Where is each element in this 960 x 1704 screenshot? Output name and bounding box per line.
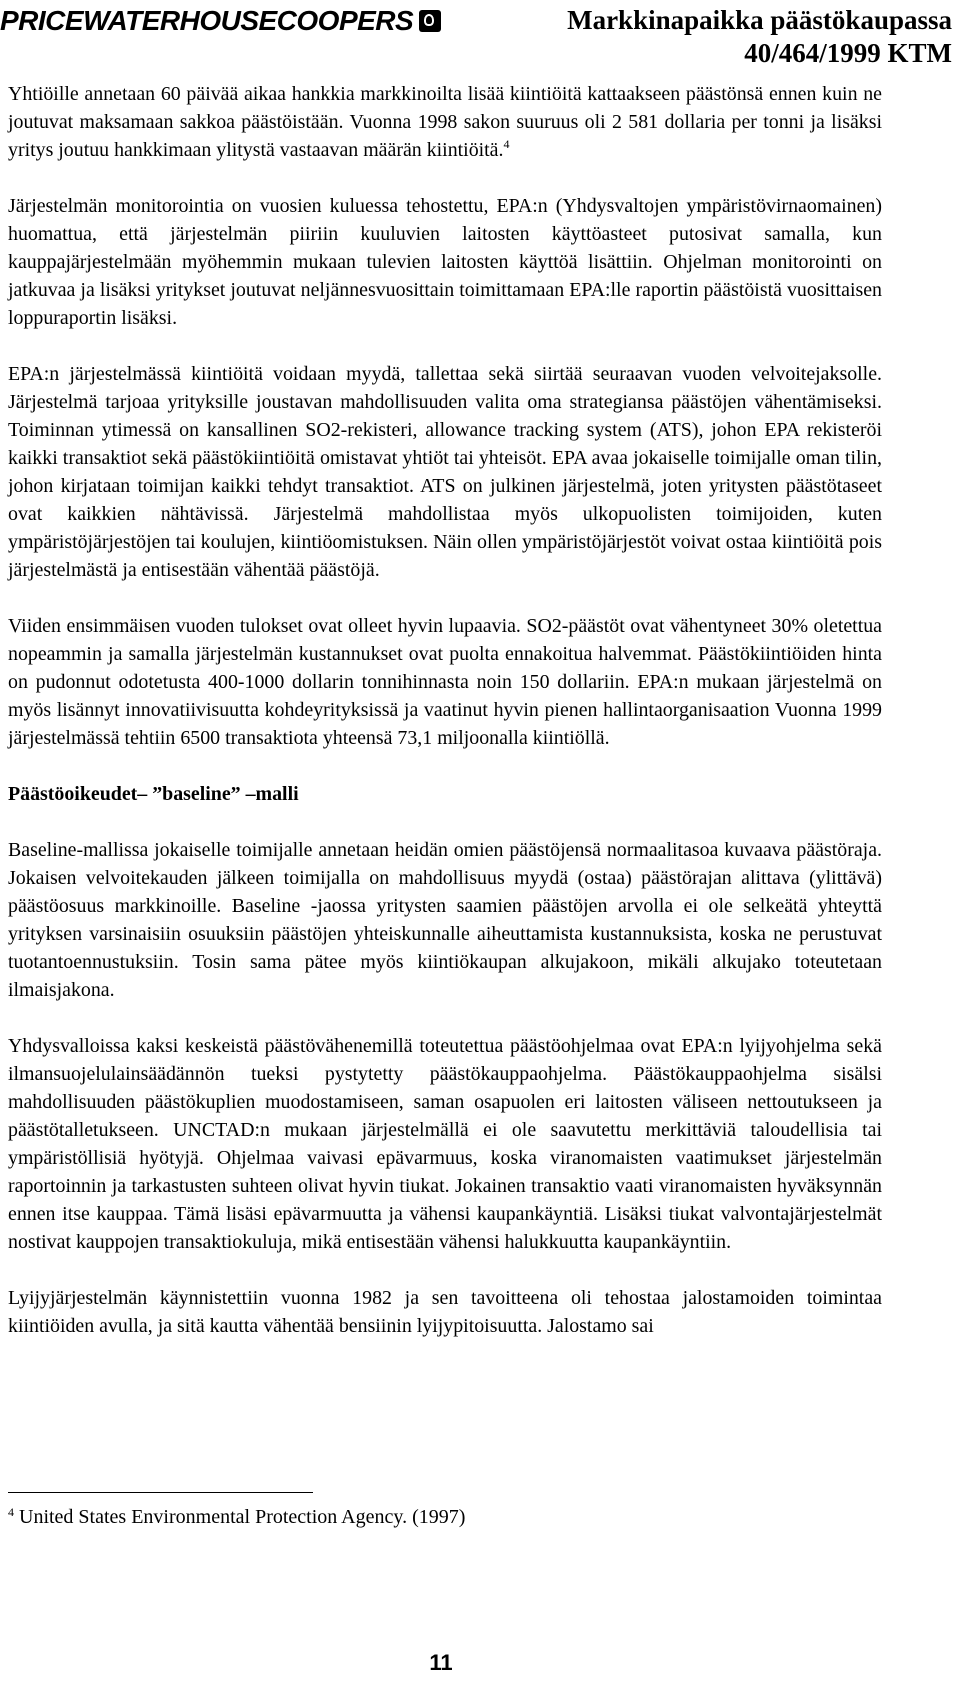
paragraph-7: Lyijyjärjestelmän käynnistettiin vuonna 1982 ja sen tavoitteena oli tehostaa jalostamoiden toimintaa kiintiöiden avulla, ja sitä kautta vähentää bensiinin lyijypitoisuutta. Jalostamo sai — [8, 1287, 882, 1337]
footnote-text: United States Environmental Protection Agency. (1997) — [19, 1506, 466, 1528]
company-logo — [0, 4, 441, 38]
page-number: 11 — [429, 1650, 453, 1675]
logo-seal-icon — [419, 10, 441, 32]
paragraph-5: Baseline-mallissa jokaiselle toimijalle annetaan heidän omien päästöjensä normaalitasoa kuvaava päästöraja. Jokaisen velvoitekauden jälkeen toimijalla on mahdollisuus myydä (ostaa) päästörajan alittava (ylittävä) päästöosuus markkinoille. Baseline -jaossa yritysten saamien päästöjen arvolla ei ole selkeätä yhteyttä yrityksen varsinaisiin osuuksiin päästöjen yhteiskunnalle aiheuttamista kustannuksista, koska ne perustuvat tuotantoennustuksiin. Tosin sama pätee myös kiintiökaupan alkujakoon, mikäli alkujako toteutetaan ilmaisjakona. — [8, 839, 882, 1001]
paragraph-4: Viiden ensimmäisen vuoden tulokset ovat olleet hyvin lupaavia. SO2-päästöt ovat vähentyneet 30% oletettua nopeammin ja samalla järjestelmän kustannukset ovat puolta ennakoitua halvemmat. Päästökiintiöiden hinta on pudonnut odotetusta 400-1000 dollarin tonnihinnasta noin 150 dollariin. EPA:n mukaan järjestelmä on myös lisännyt innovatiivisuutta kohdeyrityksissä ja vaatinut hyvin pienen hallintaorganisaation Vuonna 1999 järjestelmässä tehtiin 6500 transaktiota yhteensä 73,1 miljoonalla kiintiöllä. — [8, 615, 882, 749]
page-header — [0, 0, 960, 72]
document-title — [567, 4, 952, 70]
footnote — [8, 1504, 465, 1530]
footnote-divider — [8, 1492, 313, 1493]
footnote-reference: 4 — [503, 137, 510, 151]
logo-wordmark: PRICEWATERHOUSECOOPERS — [0, 5, 414, 36]
paragraph-2: Järjestelmän monitorointia on vuosien kuluessa tehostettu, EPA:n (Yhdysvaltojen ympäristövirnaomainen) huomattua, että järjestelmän piiriin kuuluvien laitosten käyttöasteet putosivat samalla, kun kauppajärjestelmään myöhemmin mukaan tulevien laitosten käyttöä lisättiin. Ohjelman monitorointi on jatkuvaa ja lisäksi yritykset joutuvat neljännesvuosittain toimittamaan EPA:lle raportin päästöistä vuosittaisen loppuraportin lisäksi. — [8, 195, 882, 329]
section-heading: Päästöoikeudet– ”baseline” –malli — [8, 783, 299, 805]
paragraph-1-text: Yhtiöille annetaan 60 päivää aikaa hankkia markkinoilta lisää kiintiöitä kattaakseen päästönsä ennen kuin ne joutuvat maksamaan sakkoa päästöistään. Vuonna 1998 sakon suuruus oli 2 581 dollaria per tonni ja lisäksi yritys joutuu hankkimaan ylitystä vastaavan määrän kiintiöitä. — [8, 83, 882, 161]
document-title-line-1: Markkinapaikka päästökaupassa — [567, 5, 952, 35]
paragraph-1 — [8, 80, 882, 164]
paragraph-3: EPA:n järjestelmässä kiintiöitä voidaan myydä, tallettaa sekä siirtää seuraavan vuoden velvoitejaksolle. Järjestelmä tarjoaa yrityksille joustavan mahdollisuuden valita oma strategiansa päästöjen vähentämiseksi. Toiminnan ytimessä on kansallinen SO2-rekisteri, allowance tracking system (ATS), johon EPA rekisteröi kaikki transaktiot sekä päästökiintiöitä omistavat yhtiöt tai yhteisöt. EPA avaa jokaiselle toimijalle oman tilin, johon kirjataan toimijan kaikki tehdyt transaktiot. ATS on julkinen järjestelmä, joten yritysten päästötaseet ovat kaikkien nähtävissä. Järjestelmä mahdollistaa myös ulkopuolisten toimijoiden, kuten ympäristöjärjestöjen tai koulujen, kiintiöomistuksen. Näin ollen ympäristöjärjestöt voivat ostaa kiintiöitä pois järjestelmästä ja entisestään vähentää päästöjä. — [8, 363, 882, 581]
document-id: 40/464/1999 KTM — [744, 38, 952, 68]
paragraph-6: Yhdysvalloissa kaksi keskeistä päästövähenemillä toteutettua päästöohjelmaa ovat EPA:n lyijyohjelma sekä ilmansuojelulainsäädännön tueksi pystytetty päästökauppaohjelma. Päästökauppaohjelma sisälsi mahdollisuuden päästökuplien muodostamiseen, saman osapuolen eri laitosten väliseen nettoutukseen ja päästötalletukseen. UNCTAD:n mukaan järjestelmällä ei ole saavutettu merkittäviä taloudellisia tai ympäristöllisiä hyötyjä. Ohjelmaa vaivasi epävarmuus, koska viranomaisten vaatimukset järjestelmän raportoinnin ja tarkastusten suhteen olivat hyvin tiukat. Jokainen transaktio vaati viranomaisten hyväksynnän ennen itse kauppaa. Tämä lisäsi epävarmuutta ja vähensi kaupankäyntiä. Lisäksi tiukat valvontajärjestelmät nostivat kauppojen transaktiokuluja, mikä entisestään vähensi halukkuutta kaupankäyntiin. — [8, 1035, 882, 1253]
footnote-marker: 4 — [8, 1505, 14, 1519]
body-text — [8, 80, 882, 1368]
